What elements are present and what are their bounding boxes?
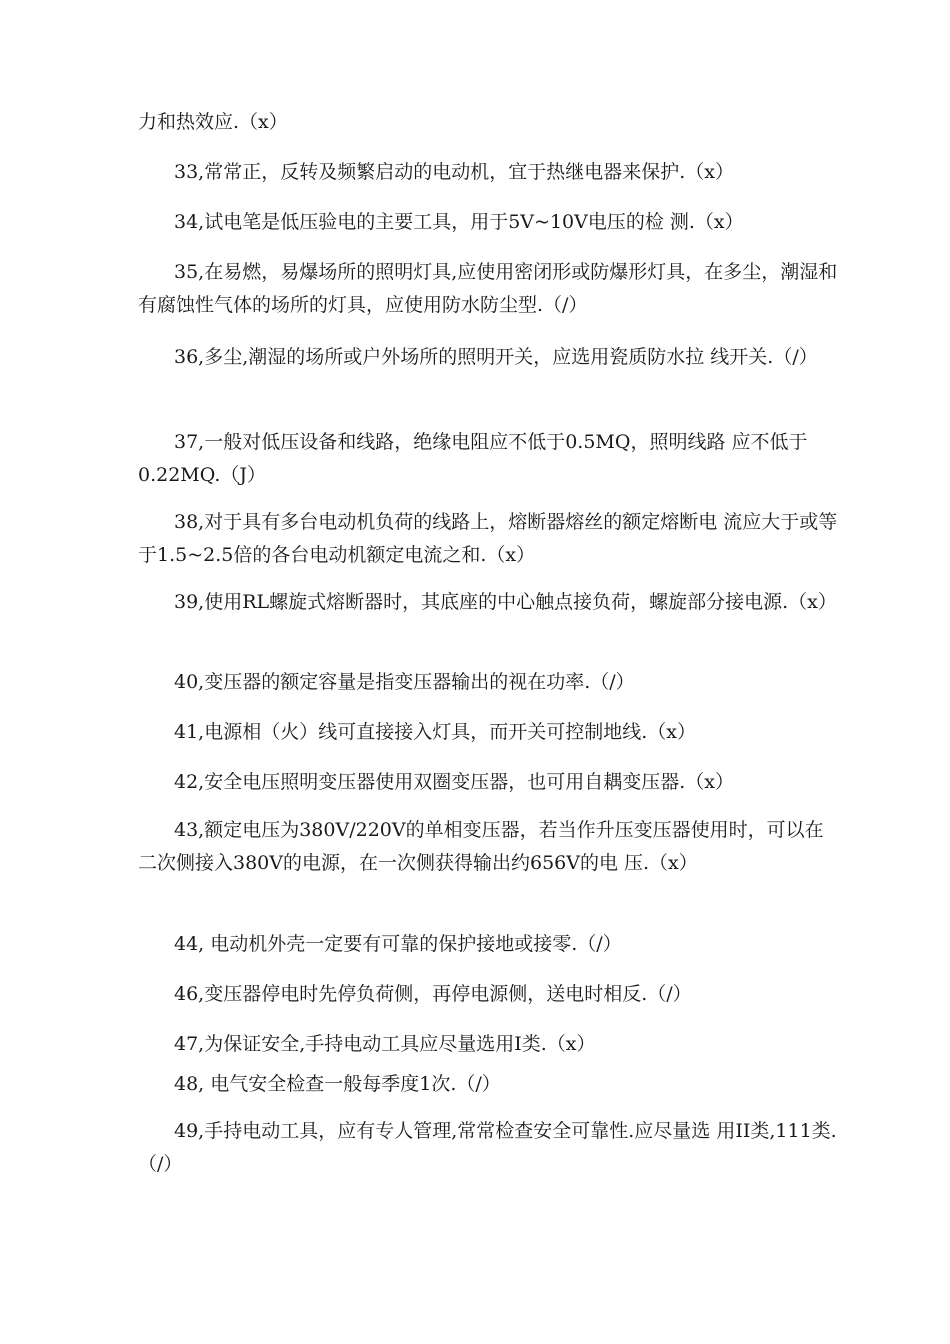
item-43: 43,额定电压为380V/220V的单相变压器，若当作升压变压器使用时，可以在二次侧接入380V的电源，在一次侧获得输出约656V的电 压.（x） <box>138 819 824 874</box>
item-48: 48, 电气安全检查一般每季度1次.（/） <box>174 1073 501 1095</box>
item-39: 39,使用RL螺旋式熔断器时，其底座的中心触点接负荷，螺旋部分接电源.（x） <box>174 591 837 613</box>
item-37: 37,一般对低压设备和线路，绝缘电阻应不低于0.5MQ，照明线路 应不低于0.22MQ.（J） <box>138 431 808 486</box>
item-41: 41,电源相（火）线可直接接入灯具，而开关可控制地线.（x） <box>174 721 696 743</box>
item-44: 44, 电动机外壳一定要有可靠的保护接地或接零.（/） <box>174 933 622 955</box>
item-34: 34,试电笔是低压验电的主要工具，用于5V~10V电压的检 测.（x） <box>174 211 744 233</box>
item-33: 33,常常正，反转及频繁启动的电动机，宜于热继电器来保护.（x） <box>174 161 734 183</box>
item-47: 47,为保证安全,手持电动工具应尽量选用I类.（x） <box>174 1033 596 1055</box>
item-40: 40,变压器的额定容量是指变压器输出的视在功率.（/） <box>174 671 635 693</box>
item-42: 42,安全电压照明变压器使用双圈变压器，也可用自耦变压器.（x） <box>174 771 734 793</box>
item-46: 46,变压器停电时先停负荷侧，再停电源侧，送电时相反.（/） <box>174 983 692 1005</box>
paragraph-continuation: 力和热效应.（x） <box>138 111 288 133</box>
item-36: 36,多尘,潮湿的场所或户外场所的照明开关，应选用瓷质防水拉 线开关.（/） <box>174 346 818 368</box>
item-49: 49,手持电动工具，应有专人管理,常常检查安全可靠性.应尽量选 用II类,111类.（/） <box>138 1120 837 1175</box>
item-35: 35,在易燃，易爆场所的照明灯具,应使用密闭形或防爆形灯具，在多尘，潮湿和有腐蚀性气体的场所的灯具，应使用防水防尘型.（/） <box>138 261 838 316</box>
item-38: 38,对于具有多台电动机负荷的线路上，熔断器熔丝的额定熔断电 流应大于或等于1.5~2.5倍的各台电动机额定电流之和.（x） <box>138 511 838 566</box>
